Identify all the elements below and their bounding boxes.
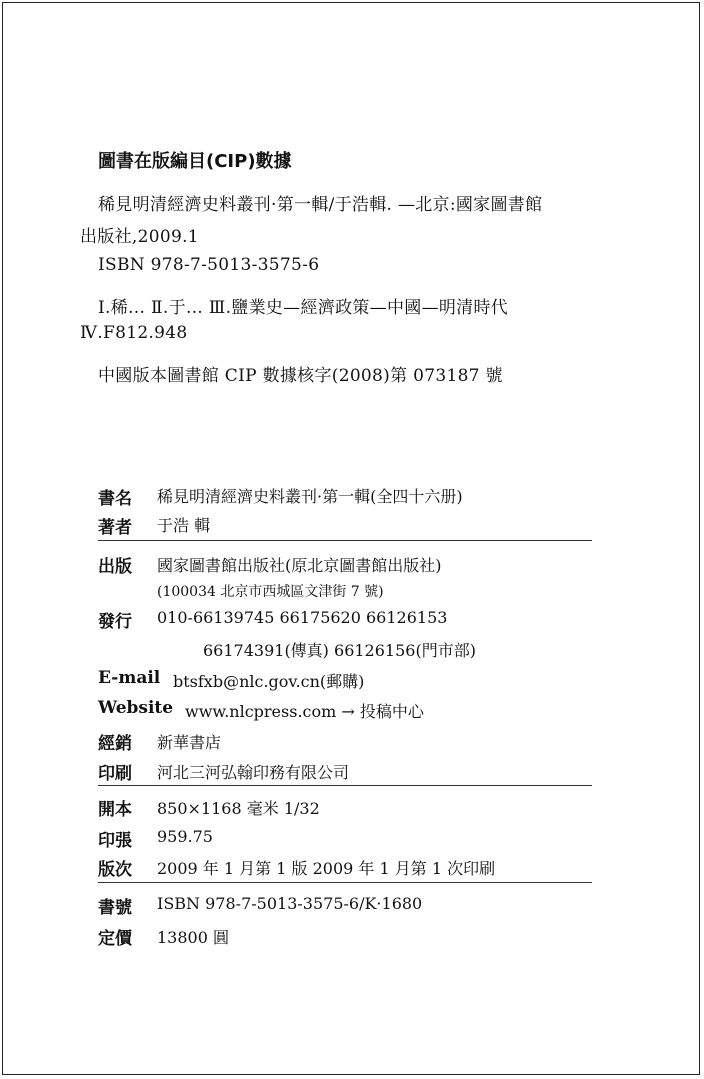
- cip-isbn: ISBN 978-7-5013-3575-6: [98, 255, 320, 275]
- website-label: Website: [98, 698, 174, 718]
- edition-label: 版次: [98, 860, 132, 880]
- cip-subjects-line-2: Ⅳ.F812.948: [80, 323, 188, 343]
- cip-subjects-line-1: Ⅰ.稀… Ⅱ.于… Ⅲ.鹽業史—經濟政策—中國—明清時代: [98, 298, 509, 318]
- sheets-value: 959.75: [157, 827, 213, 846]
- format-label: 開本: [98, 800, 132, 820]
- divider-2: [98, 785, 592, 786]
- cip-description-line-2: 出版社,2009.1: [80, 227, 199, 247]
- distribution-fax: 66174391(傳真) 66126156(門市部): [203, 641, 476, 660]
- sheets-label: 印張: [98, 831, 132, 851]
- seller-label: 經銷: [98, 734, 132, 754]
- title-value: 稀見明清經濟史料叢刊·第一輯(全四十六册): [157, 487, 463, 506]
- publisher-address: (100034 北京市西城區文津街 7 號): [157, 584, 384, 600]
- isbn-label: 書號: [98, 898, 132, 918]
- divider-3: [98, 882, 592, 883]
- cip-heading: 圖書在版編目(CIP)數據: [98, 151, 292, 172]
- email-value: btsfxb@nlc.gov.cn(郵購): [173, 672, 365, 691]
- edition-value: 2009 年 1 月第 1 版 2009 年 1 月第 1 次印刷: [157, 859, 496, 878]
- email-label: E-mail: [98, 668, 161, 688]
- publisher-value: 國家圖書館出版社(原北京圖書館出版社): [157, 556, 442, 575]
- printer-label: 印刷: [98, 764, 132, 784]
- editor-value: 于浩 輯: [157, 516, 211, 535]
- printer-value: 河北三河弘翰印務有限公司: [157, 763, 350, 782]
- cip-description-line-1: 稀見明清經濟史料叢刊·第一輯/于浩輯. —北京:國家圖書館: [98, 195, 543, 215]
- website-value: www.nlcpress.com → 投稿中心: [185, 702, 424, 721]
- distribution-label: 發行: [98, 612, 132, 632]
- divider-1: [98, 540, 592, 541]
- price-value: 13800 圓: [157, 928, 229, 947]
- publisher-label: 出版: [98, 557, 132, 577]
- seller-value: 新華書店: [157, 733, 222, 752]
- price-label: 定價: [98, 929, 132, 949]
- format-value: 850×1168 毫米 1/32: [157, 799, 320, 818]
- title-label: 書名: [98, 489, 132, 509]
- editor-label: 著者: [98, 518, 132, 538]
- isbn-value: ISBN 978-7-5013-3575-6/K·1680: [157, 894, 423, 913]
- cip-record-number: 中國版本圖書館 CIP 數據核字(2008)第 073187 號: [98, 366, 503, 386]
- distribution-phones: 010-66139745 66175620 66126153: [157, 608, 448, 627]
